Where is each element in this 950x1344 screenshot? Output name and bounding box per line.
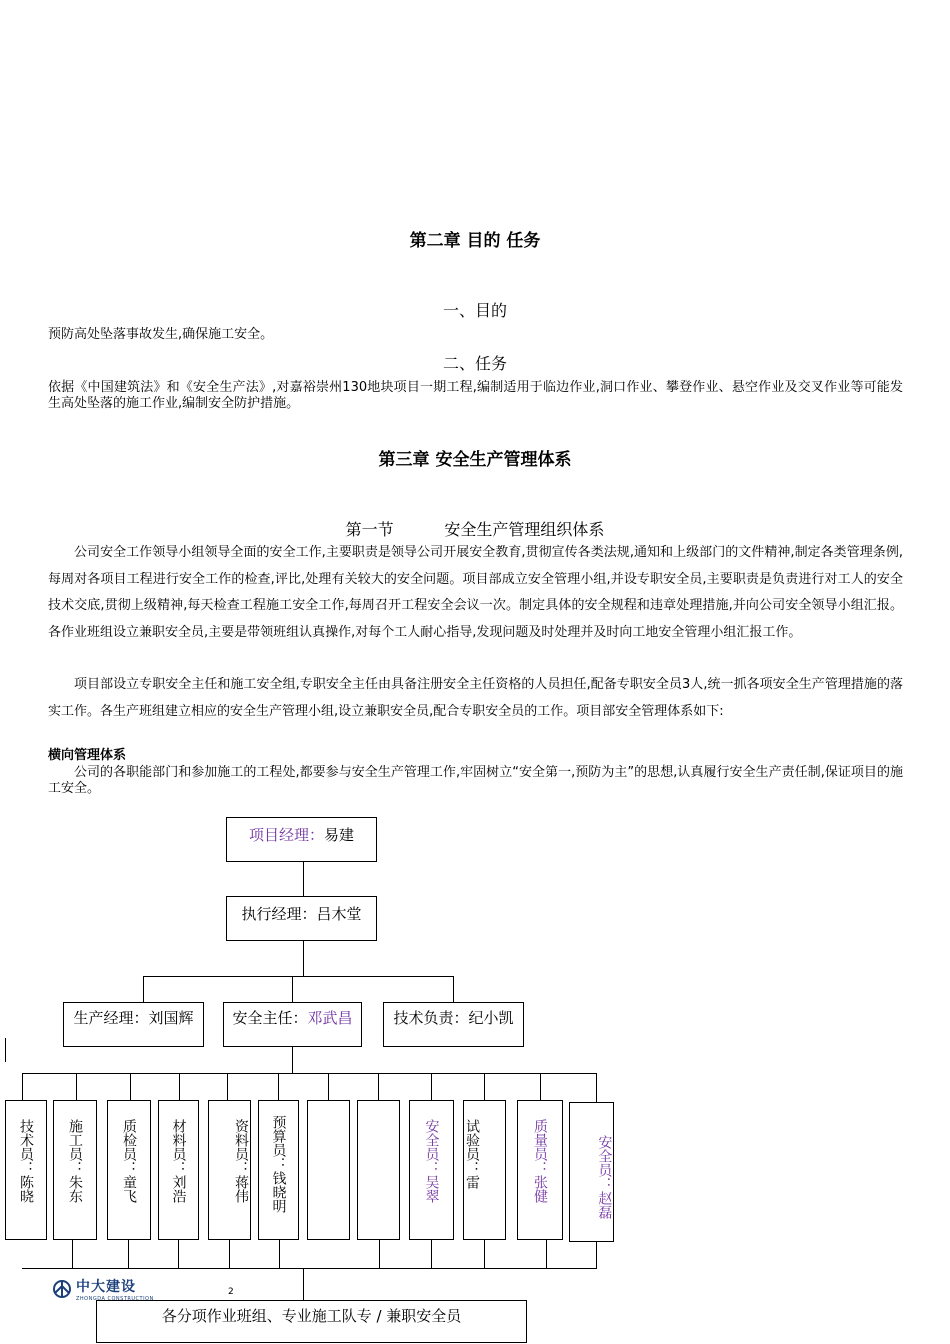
chapter2-title: 第二章 目的 任务 bbox=[409, 231, 541, 251]
page-number: 2 bbox=[228, 1287, 234, 1297]
drop-top-6 bbox=[278, 1073, 279, 1100]
drop-bottom-8 bbox=[484, 1240, 485, 1268]
project-manager-box bbox=[226, 817, 377, 862]
safety-director-box bbox=[223, 1002, 362, 1047]
drop-bottom-1 bbox=[72, 1240, 73, 1268]
connector-exec-bus bbox=[303, 941, 304, 976]
staff-box-5 bbox=[208, 1100, 251, 1240]
drop-bottom-5 bbox=[279, 1240, 280, 1268]
drop-top-7 bbox=[328, 1073, 329, 1100]
connector-bottom bbox=[303, 1268, 304, 1300]
staff-label-2: 施工员：朱东 bbox=[67, 1119, 83, 1203]
logo-subtext: ZHONGDA CONSTRUCTION bbox=[76, 1296, 154, 1302]
staff-box-11 bbox=[517, 1100, 563, 1240]
horizontal-heading: 横向管理体系 bbox=[48, 748, 127, 763]
drop-top-2 bbox=[76, 1073, 77, 1100]
task-text: 依据《中国建筑法》和《安全生产法》,对嘉裕崇州130地块项目一期工程,编制适用于临边作业,洞口作业、攀登作业、悬空作业及交叉作业等可能发生高处坠落的施工作业,编制安全防护措施。 bbox=[48, 380, 903, 411]
staff-label-6: 预算员：钱晓明 bbox=[270, 1115, 287, 1213]
staff-label-3: 质检员：童飞 bbox=[121, 1119, 137, 1203]
connector-tech bbox=[453, 976, 454, 1002]
logo-text: 中大建设 bbox=[76, 1279, 136, 1295]
purpose-text: 预防高处坠落事故发生,确保施工安全。 bbox=[48, 327, 274, 342]
section-title: 第一节 安全生产管理组织体系 bbox=[345, 520, 605, 539]
margin-mark bbox=[5, 1038, 6, 1062]
drop-bottom-2 bbox=[128, 1240, 129, 1268]
staff-box-6 bbox=[258, 1100, 299, 1240]
para-project-dept: 项目部设立专职安全主任和施工安全组,专职安全主任由具备注册安全主任资格的人员担任,配备专职安全员3人,统一抓各项安全生产管理措施的落实工作。各生产班组建立相应的安全生产管理小组,设立兼职安全员,配合专职安全员的工作。项目部安全管理体系如下: bbox=[48, 677, 903, 719]
drop-bottom-4 bbox=[229, 1240, 230, 1268]
staff-box-3 bbox=[107, 1100, 151, 1240]
staff-label-1: 技术员：陈晓 bbox=[18, 1119, 34, 1203]
staff-label-5: 资料员：蒋伟 bbox=[232, 1119, 249, 1203]
drop-bottom-6 bbox=[379, 1240, 380, 1268]
safety-director-role: 安全主任： bbox=[232, 1009, 308, 1027]
staff-bottom-bus bbox=[22, 1268, 597, 1269]
connector-bus-managers bbox=[143, 976, 453, 977]
drop-bottom-7 bbox=[431, 1240, 432, 1268]
purpose-heading: 一、目的 bbox=[442, 301, 507, 320]
staff-box-1 bbox=[5, 1100, 47, 1240]
project-manager-role: 项目经理： bbox=[248, 826, 324, 844]
staff-box-7 bbox=[307, 1100, 350, 1240]
staff-box-12 bbox=[569, 1102, 614, 1242]
staff-box-10 bbox=[463, 1100, 506, 1240]
drop-top-11 bbox=[540, 1073, 541, 1100]
production-manager-box: 生产经理：刘国辉 bbox=[63, 1002, 204, 1047]
safety-director-name: 邓武昌 bbox=[307, 1009, 353, 1027]
para-leadership: 公司安全工作领导小组领导全面的安全工作,主要职责是领导公司开展安全教育,贯彻宣传各类法规,通知和上级部门的文件精神,制定各类管理条例,每周对各项目工程进行安全工作的检查,评比,处理有关较大的安全问题。项目部成立安全管理小组,并设专职安全员,主要职责是负责进行对工人的安全技术交底,贯彻上级精神,每天检查工程施工安全工作,每周召开工程安全会议一次。制定具体的安全规程和违章处理措施,并向公司安全领导小组汇报。各作业班组设立兼职安全员,主要是带领班组认真操作,对每个工人耐心指导,发现问题及时处理并及时向工地安全管理小组汇报工作。 bbox=[48, 545, 903, 640]
connector-safety bbox=[292, 976, 293, 1002]
staff-label-4: 材料员：刘浩 bbox=[170, 1119, 187, 1203]
horizontal-text: 公司的各职能部门和参加施工的工程处,都要参与安全生产管理工作,牢固树立“安全第一,预防为主”的思想,认真履行安全生产责任制,保证项目的施工安全。 bbox=[48, 765, 903, 796]
staff-label-10: 试验员：雷 bbox=[464, 1119, 480, 1189]
drop-top-9 bbox=[431, 1073, 432, 1100]
task-heading: 二、任务 bbox=[442, 354, 507, 373]
staff-box-2 bbox=[53, 1100, 97, 1240]
drop-top-5 bbox=[227, 1073, 228, 1100]
logo-mark-icon bbox=[52, 1280, 72, 1298]
company-logo bbox=[52, 1276, 154, 1302]
drop-bottom-3 bbox=[178, 1240, 179, 1268]
project-manager-name: 易建 bbox=[324, 826, 355, 844]
drop-top-8 bbox=[378, 1073, 379, 1100]
staff-label-12: 安全员：赵磊 bbox=[596, 1135, 613, 1219]
connector-safety-staff bbox=[292, 1047, 293, 1073]
drop-top-10 bbox=[484, 1073, 485, 1100]
staff-label-9: 安全员：吴翠 bbox=[423, 1119, 440, 1203]
staff-box-8 bbox=[357, 1100, 400, 1240]
staff-box-4 bbox=[158, 1100, 199, 1240]
executive-manager-box: 执行经理：吕木堂 bbox=[226, 896, 377, 941]
connector-prod bbox=[143, 976, 144, 1002]
drop-bottom-9 bbox=[546, 1240, 547, 1268]
connector-pm-exec bbox=[303, 862, 304, 896]
drop-top-4 bbox=[179, 1073, 180, 1100]
drop-top-1 bbox=[22, 1073, 23, 1100]
work-teams-box: 各分项作业班组、专业施工队专 / 兼职安全员 bbox=[96, 1300, 527, 1343]
drop-top-3 bbox=[130, 1073, 131, 1100]
staff-top-bus bbox=[22, 1073, 597, 1074]
staff-label-11: 质量员：张健 bbox=[532, 1119, 548, 1203]
chapter3-title: 第三章 安全生产管理体系 bbox=[378, 450, 572, 470]
staff-box-9 bbox=[409, 1100, 454, 1240]
technical-lead-box: 技术负责：纪小凯 bbox=[383, 1002, 524, 1047]
